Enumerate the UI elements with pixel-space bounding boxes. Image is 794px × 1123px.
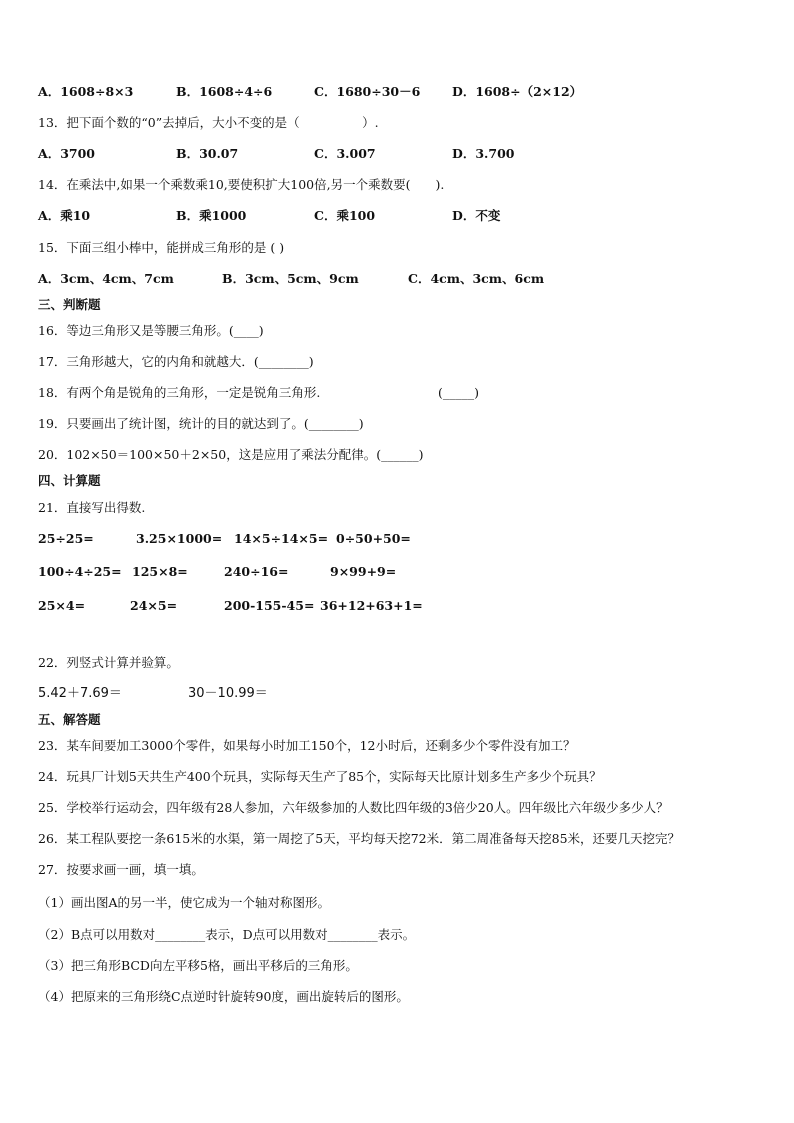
question-17: 17．三角形越大，它的内角和就越大．(________): [38, 354, 314, 369]
section-3-heading: 三、判断题: [38, 297, 101, 312]
calc-item: 100÷4÷25=: [38, 564, 122, 579]
q13-option-b: B．30.07: [176, 146, 239, 161]
calc-item: 125×8=: [132, 564, 188, 579]
calc-item: 9×99+9=: [330, 564, 397, 579]
calc-item: 25×4=: [38, 598, 86, 613]
q22-expression-2: 30－10.99＝: [188, 686, 268, 701]
q12-option-c: C．1680÷30－6: [314, 84, 421, 99]
q22-expression-1: 5.42＋7.69＝: [38, 686, 122, 701]
q12-option-a: A．1608÷8×3: [38, 84, 134, 99]
question-25: 25．学校举行运动会，四年级有28人参加，六年级参加的人数比四年级的3倍少20人。四年级比六年级少多少人？: [38, 800, 669, 815]
calc-item: 3.25×1000=: [136, 531, 223, 546]
question-18-blank: (_____): [438, 385, 480, 400]
q15-option-c: C．4cm、3cm、6cm: [408, 271, 545, 286]
q12-option-d: D．1608÷（2×12）: [452, 84, 583, 99]
question-13: 13．把下面个数的“0”去掉后，大小不变的是（ ）.: [38, 115, 379, 130]
question-20: 20．102×50＝100×50＋2×50，这是应用了乘法分配律。(______): [38, 447, 424, 462]
calc-item: 0÷50+50=: [336, 531, 411, 546]
question-24: 24．玩具厂计划5天共生产400个玩具，实际每天生产了85个，实际每天比原计划多生产多少个玩具？: [38, 769, 602, 784]
question-19: 19．只要画出了统计图，统计的目的就达到了。(________): [38, 416, 364, 431]
section-4-heading: 四、计算题: [38, 473, 101, 488]
question-26: 26．某工程队要挖一条615米的水渠，第一周挖了5天，平均每天挖72米．第二周准备每天挖85米，还要几天挖完？: [38, 831, 681, 846]
question-23: 23．某车间要加工3000个零件，如果每小时加工150个，12小时后，还剩多少个零件没有加工？: [38, 738, 576, 753]
calc-item: 200-155-45=: [224, 598, 315, 613]
question-16: 16．等边三角形又是等腰三角形。(____): [38, 323, 264, 338]
question-14: 14．在乘法中,如果一个乘数乘10,要使积扩大100倍,另一个乘数要( ).: [38, 177, 445, 192]
q13-option-a: A．3700: [38, 146, 95, 161]
q14-option-c: C．乘100: [314, 208, 376, 223]
question-21: 21．直接写出得数.: [38, 500, 146, 515]
q12-option-b: B．1608÷4÷6: [176, 84, 273, 99]
q13-option-d: D．3.700: [452, 146, 515, 161]
calc-item: 36+12+63+1=: [320, 598, 423, 613]
question-22: 22．列竖式计算并验算。: [38, 655, 179, 670]
question-18: 18．有两个角是锐角的三角形，一定是锐角三角形.: [38, 385, 321, 400]
calc-item: 24×5=: [130, 598, 178, 613]
calc-item: 25÷25=: [38, 531, 94, 546]
section-5-heading: 五、解答题: [38, 712, 101, 727]
q14-option-d: D．不变: [452, 208, 501, 223]
q27-item-3: （3）把三角形BCD向左平移5格，画出平移后的三角形。: [38, 958, 358, 973]
q14-option-b: B．乘1000: [176, 208, 247, 223]
q27-item-2: （2）B点可以用数对________表示，D点可以用数对________表示。: [38, 927, 416, 942]
q13-option-c: C．3.007: [314, 146, 376, 161]
q15-option-b: B．3cm、5cm、9cm: [222, 271, 359, 286]
q14-option-a: A．乘10: [38, 208, 91, 223]
q27-item-4: （4）把原来的三角形绕C点逆时针旋转90度，画出旋转后的图形。: [38, 989, 409, 1004]
q27-item-1: （1）画出图A的另一半，使它成为一个轴对称图形。: [38, 895, 330, 910]
q15-option-a: A．3cm、4cm、7cm: [38, 271, 174, 286]
calc-item: 14×5÷14×5=: [234, 531, 329, 546]
question-15: 15．下面三组小棒中，能拼成三角形的是 ( ): [38, 240, 285, 255]
calc-item: 240÷16=: [224, 564, 289, 579]
question-27: 27．按要求画一画，填一填。: [38, 862, 204, 877]
